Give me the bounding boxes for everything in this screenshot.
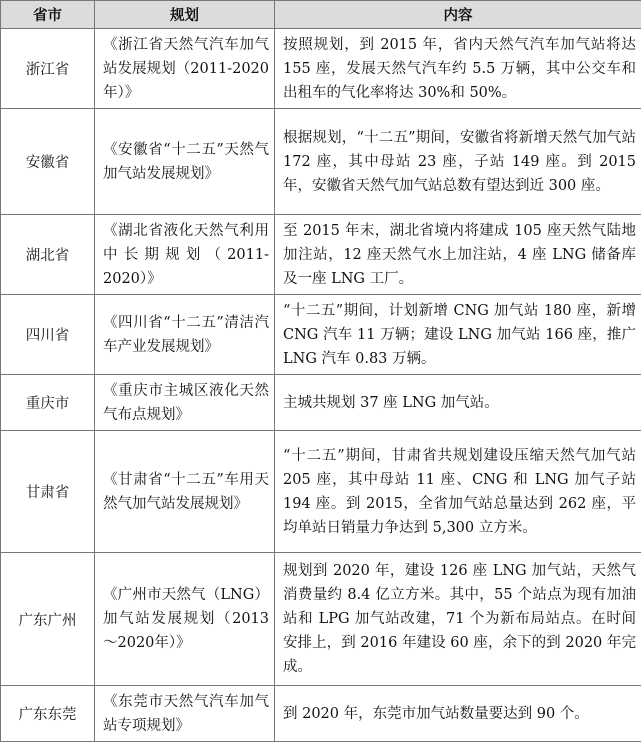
province-cell: 安徽省: [1, 109, 95, 215]
header-content: 内容: [275, 1, 641, 29]
header-row: [1, 1, 641, 29]
province-cell: 湖北省: [1, 215, 95, 295]
province-cell: 浙江省: [1, 29, 95, 109]
content-cell: 至 2015 年末，湖北省境内将建成 105 座天然气陆地加注站，12 座天然气水上加注站，4 座 LNG 储备库及一座 LNG 工厂。: [275, 215, 641, 295]
plan-cell: 《东莞市天然气汽车加气站专项规划》: [95, 686, 275, 742]
plan-cell: 《安徽省“十二五”天然气加气站发展规划》: [95, 109, 275, 215]
table-row: [1, 431, 641, 553]
header-province: 省市: [1, 1, 95, 29]
content-cell: “十二五”期间，计划新增 CNG 加气站 180 座，新增 CNG 汽车 11 万辆；建设 LNG 加气站 166 座，推广 LNG 汽车 0.83 万辆。: [275, 295, 641, 375]
table-row: [1, 686, 641, 742]
content-cell: “十二五”期间，甘肃省共规划建设压缩天然气加气站 205 座，其中母站 11 座、CNG 和 LNG 加气子站 194 座。到 2015，全省加气站总量达到 262 座，平均单站日销量力争达到 5,300 立方米。: [275, 431, 641, 553]
plan-cell: 《四川省“十二五”清洁汽车产业发展规划》: [95, 295, 275, 375]
province-cell: 四川省: [1, 295, 95, 375]
plan-cell: 《浙江省天然气汽车加气站发展规划（2011-2020年）》: [95, 29, 275, 109]
plan-cell: 《湖北省液化天然气利用中长期规划（2011-2020）》: [95, 215, 275, 295]
table-row: [1, 215, 641, 295]
table-row: [1, 375, 641, 431]
content-cell: 规划到 2020 年，建设 126 座 LNG 加气站，天然气消费量约 8.4 亿立方米。其中，55 个站点为现有加油站和 LPG 加气站改建，71 个为新布局站点。在时间安排上，到 2016 年建设 60 座，余下的到 2020 年完成。: [275, 553, 641, 686]
table-row: [1, 109, 641, 215]
content-cell: 按照规划，到 2015 年，省内天然气汽车加气站将达 155 座，发展天然气汽车约 5.5 万辆，其中公交车和出租车的气化率将达 30%和 50%。: [275, 29, 641, 109]
header-plan: 规划: [95, 1, 275, 29]
province-cell: 重庆市: [1, 375, 95, 431]
province-cell: 广东广州: [1, 553, 95, 686]
plan-cell: 《广州市天然气（LNG）加气站发展规划（2013～2020年）》: [95, 553, 275, 686]
table-row: [1, 29, 641, 109]
content-cell: 主城共规划 37 座 LNG 加气站。: [275, 375, 641, 431]
province-cell: 甘肃省: [1, 431, 95, 553]
province-cell: 广东东莞: [1, 686, 95, 742]
plan-cell: 《甘肃省“十二五”车用天然气加气站发展规划》: [95, 431, 275, 553]
table-row: [1, 553, 641, 686]
content-cell: 根据规划，“十二五”期间，安徽省将新增天然气加气站 172 座，其中母站 23 座，子站 149 座。到 2015 年，安徽省天然气加气站总数有望达到近 300 座。: [275, 109, 641, 215]
content-cell: 到 2020 年，东莞市加气站数量要达到 90 个。: [275, 686, 641, 742]
plan-cell: 《重庆市主城区液化天然气布点规划》: [95, 375, 275, 431]
table-row: [1, 295, 641, 375]
